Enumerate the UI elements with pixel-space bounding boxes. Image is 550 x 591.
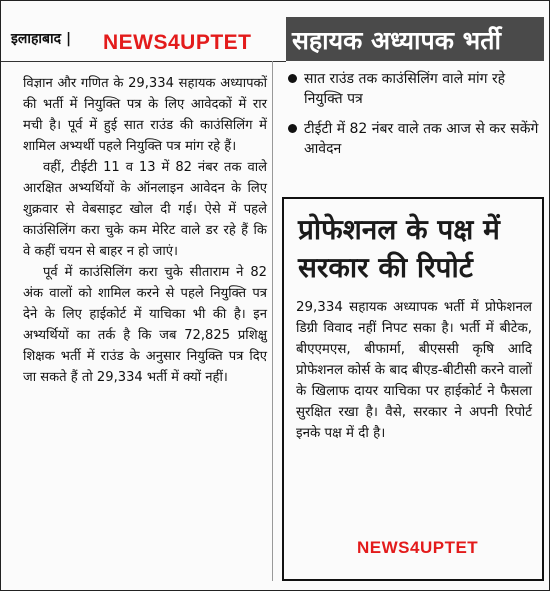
- article-paragraph-1: विज्ञान और गणित के 29,334 सहायक अध्यापकों की भर्ती में नियुक्ति पत्र के लिए आवेदकों में रार मची है। पूर्व में हुई सात राउंड की काउंसिलिंग में शामिल अभ्यर्थी पहले नियुक्ति पत्र मांग रहे हैं।: [23, 76, 267, 154]
- side-box: [282, 197, 544, 581]
- watermark-top: NEWS4UPTET: [103, 31, 252, 54]
- bullet-icon: [288, 74, 297, 83]
- side-box-body: 29,334 सहायक अध्यापक भर्ती में प्रोफेशनल डिग्री विवाद नहीं निपट सका है। भर्ती में बीटेक, बीएएमएस, बीफार्मा, बीएससी कृषि आदि प्रोफेशनल कोर्स के बाद बीएड-बीटीसी करने वालों के खिलाफ दायर याचिका पर हाईकोर्ट ने फैसला सुरक्षित रखा है। वैसे, सरकार ने अपनी रिपोर्ट इनके पक्ष में दी है।: [296, 300, 532, 441]
- side-box-title: प्रोफेशनल के पक्ष में सरकार की रिपोर्ट: [298, 213, 500, 284]
- headline-banner: [286, 17, 544, 61]
- article-paragraph-2: वहीं, टीईटी 11 व 13 में 82 नंबर तक वाले आरक्षित अभ्यर्थियों के ऑनलाइन आवेदन के लिए शुक्रवार से वेबसाइट खोल दी गई। ऐसे में पहले काउंसिलिंग करा चुके कम मेरिट वाले डर रहे हैं कि वे कहीं चयन से बाहर न हो जाएं।: [23, 160, 267, 259]
- highlight-text: टीईटी में 82 नंबर वाले तक आज से कर सकेंगे आवेदन: [304, 121, 539, 157]
- header-divider: [1, 61, 286, 62]
- highlight-item: [286, 69, 541, 109]
- watermark-bottom: NEWS4UPTET: [357, 538, 479, 557]
- headline-text: सहायक अध्यापक भर्ती: [292, 26, 501, 55]
- main-article: [23, 73, 267, 388]
- column-divider: [272, 61, 273, 581]
- bullet-icon: [288, 124, 297, 133]
- article-paragraph-3: पूर्व में काउंसिलिंग करा चुके सीताराम ने 82 अंक वालों को शामिल करने से पहले नियुक्ति पत्र देने के लिए हाईकोर्ट में याचिका भी की है। इन अभ्यर्थियों का तर्क है कि जब 72,825 प्रशिक्षु शिक्षक भर्ती में राउंड के अनुसार नियुक्ति पत्र दिए जा सकते हैं तो 29,334 भर्ती में क्यों नहीं।: [23, 265, 267, 385]
- highlight-item: [286, 119, 541, 159]
- dateline: इलाहाबाद |: [11, 31, 72, 47]
- highlights-list: [286, 69, 541, 169]
- highlight-text: सात राउंड तक काउंसिलिंग वाले मांग रहे नियुक्ति पत्र: [304, 71, 506, 107]
